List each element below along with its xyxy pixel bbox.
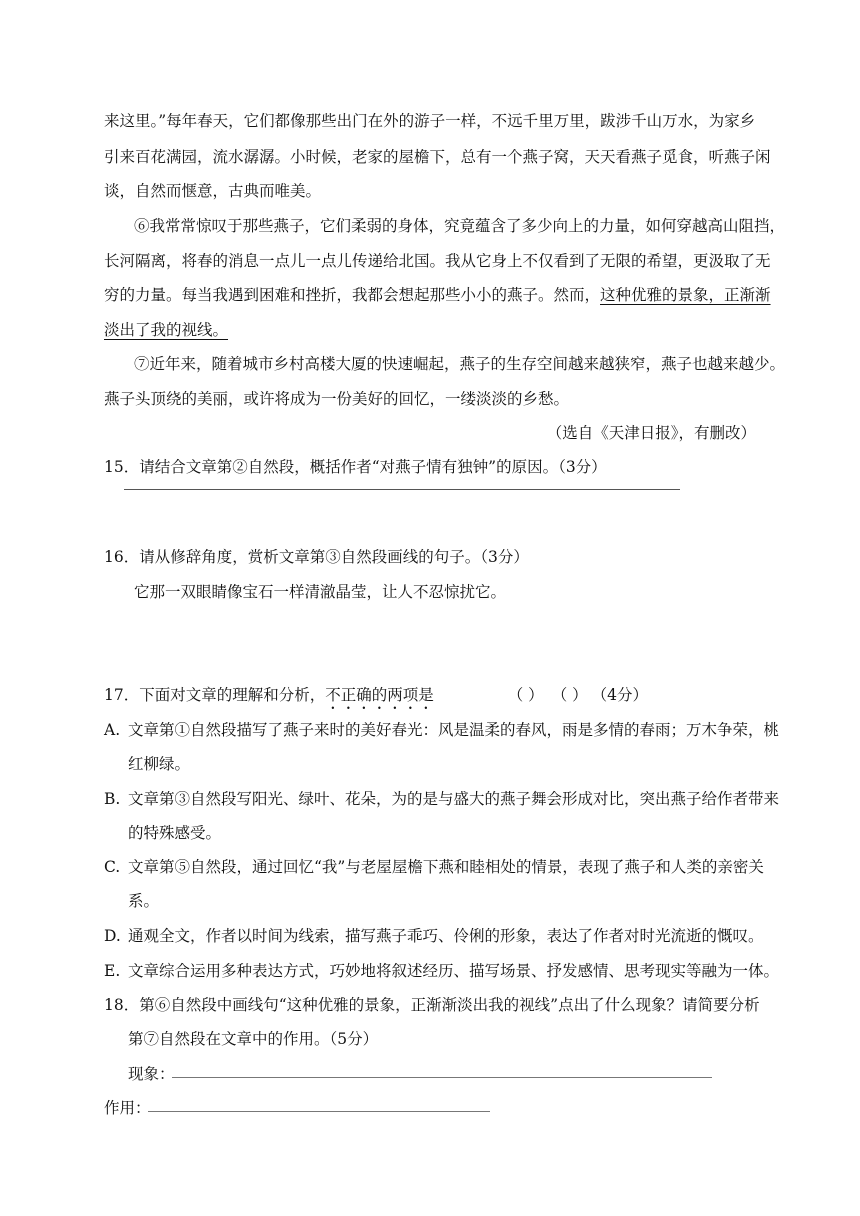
option-text: 文章第③自然段写阳光、绿叶、花朵，为的是与盛大的燕子舞会形成对比，突出燕子给作者带来 <box>128 790 780 808</box>
question-16-quote: 它那一双眼睛像宝石一样清澈晶莹，让人不忍惊扰它。 <box>134 583 507 601</box>
option-text: 的特殊感受。 <box>128 824 222 842</box>
option-text: 通观全文，作者以时间为线索，描写燕子乖巧、伶俐的形象，表达了作者对时光流逝的慨叹。 <box>128 927 764 945</box>
question-15: 15．请结合文章第②自然段，概括作者“对燕子情有独钟”的原因。（3分） <box>104 458 607 476</box>
option-a <box>104 718 779 742</box>
answer-blank-2[interactable]: （ ） <box>551 686 588 704</box>
passage-line: 燕子头顶绕的美丽，或许将成为一份美好的回忆，一缕淡淡的乡愁。 <box>104 390 570 408</box>
option-text: 系。 <box>128 892 160 910</box>
option-c <box>104 855 764 879</box>
option-text: 红柳绿。 <box>128 755 191 773</box>
question-18: 第⑦自然段在文章中的作用。（5分） <box>128 1030 379 1048</box>
question-17 <box>104 683 648 713</box>
emphasized-text: 不正确的两项是 <box>325 686 434 704</box>
option-letter: E. <box>104 962 121 980</box>
option-letter: D. <box>104 927 121 945</box>
passage-line: 来这里。”每年春天，它们都像那些出门在外的游子一样，不远千里万里，跋涉千山万水，为家乡 <box>104 112 756 130</box>
passage-line <box>104 283 771 307</box>
option-d <box>104 924 764 948</box>
passage-line: 谈，自然而惬意，古典而唯美。 <box>104 182 322 200</box>
answer-line-15[interactable] <box>124 489 680 490</box>
question-16: 16．请从修辞角度，赏析文章第③自然段画线的句子。（3分） <box>104 548 529 566</box>
underlined-sentence: 这种优雅的景象，正渐渐 <box>600 286 771 304</box>
passage-line: ⑥我常常惊叹于那些燕子，它们柔弱的身体，究竟蕴含了多少向上的力量，如何穿越高山阻挡， <box>134 217 786 235</box>
function-label: 作用： <box>104 1099 151 1117</box>
answer-blank-1[interactable]: （ ） <box>507 686 544 704</box>
option-letter: A. <box>104 721 121 739</box>
option-text: 文章综合运用多种表达方式，巧妙地将叙述经历、描写场景、抒发感情、思考现实等融为一体。 <box>128 962 780 980</box>
option-b <box>104 787 779 811</box>
option-text: 文章第⑤自然段，通过回忆“我”与老屋屋檐下燕和睦相处的情景，表现了燕子和人类的亲密关 <box>128 858 764 876</box>
underlined-sentence: 淡出了我的视线。 <box>104 321 229 339</box>
phenomenon-label: 现象： <box>128 1065 175 1083</box>
passage-line: 引来百花满园，流水潺潺。小时候，老家的屋檐下，总有一个燕子窝，天天看燕子觅食，听燕子闲 <box>104 148 771 166</box>
option-e <box>104 959 779 983</box>
option-text: 文章第①自然段描写了燕子来时的美好春光：风是温柔的春风，雨是多情的春雨；万木争荣，桃 <box>128 721 780 739</box>
passage-source: （选自《天津日报》，有删改） <box>546 424 756 442</box>
question-18: 18．第⑥自然段中画线句“这种优雅的景象，正渐渐淡出我的视线”点出了什么现象？请简要分析 <box>104 996 760 1014</box>
answer-line-phenomenon[interactable] <box>172 1077 712 1078</box>
option-letter: B. <box>104 790 121 808</box>
question-17-score: （4分） <box>591 686 648 704</box>
question-17-text: 17．下面对文章的理解和分析， <box>104 686 326 704</box>
answer-line-function[interactable] <box>148 1111 490 1112</box>
passage-line: 长河隔离，将春的消息一点儿一点儿传递给北国。我从它身上不仅看到了无限的希望，更汲取了无 <box>104 252 771 270</box>
passage-line: ⑦近年来，随着城市乡村高楼大厦的快速崛起，燕子的生存空间越来越狭窄，燕子也越来越少。 <box>134 355 786 373</box>
option-letter: C. <box>104 858 121 876</box>
passage-text: 穷的力量。每当我遇到困难和挫折，我都会想起那些小小的燕子。然而， <box>104 286 601 304</box>
